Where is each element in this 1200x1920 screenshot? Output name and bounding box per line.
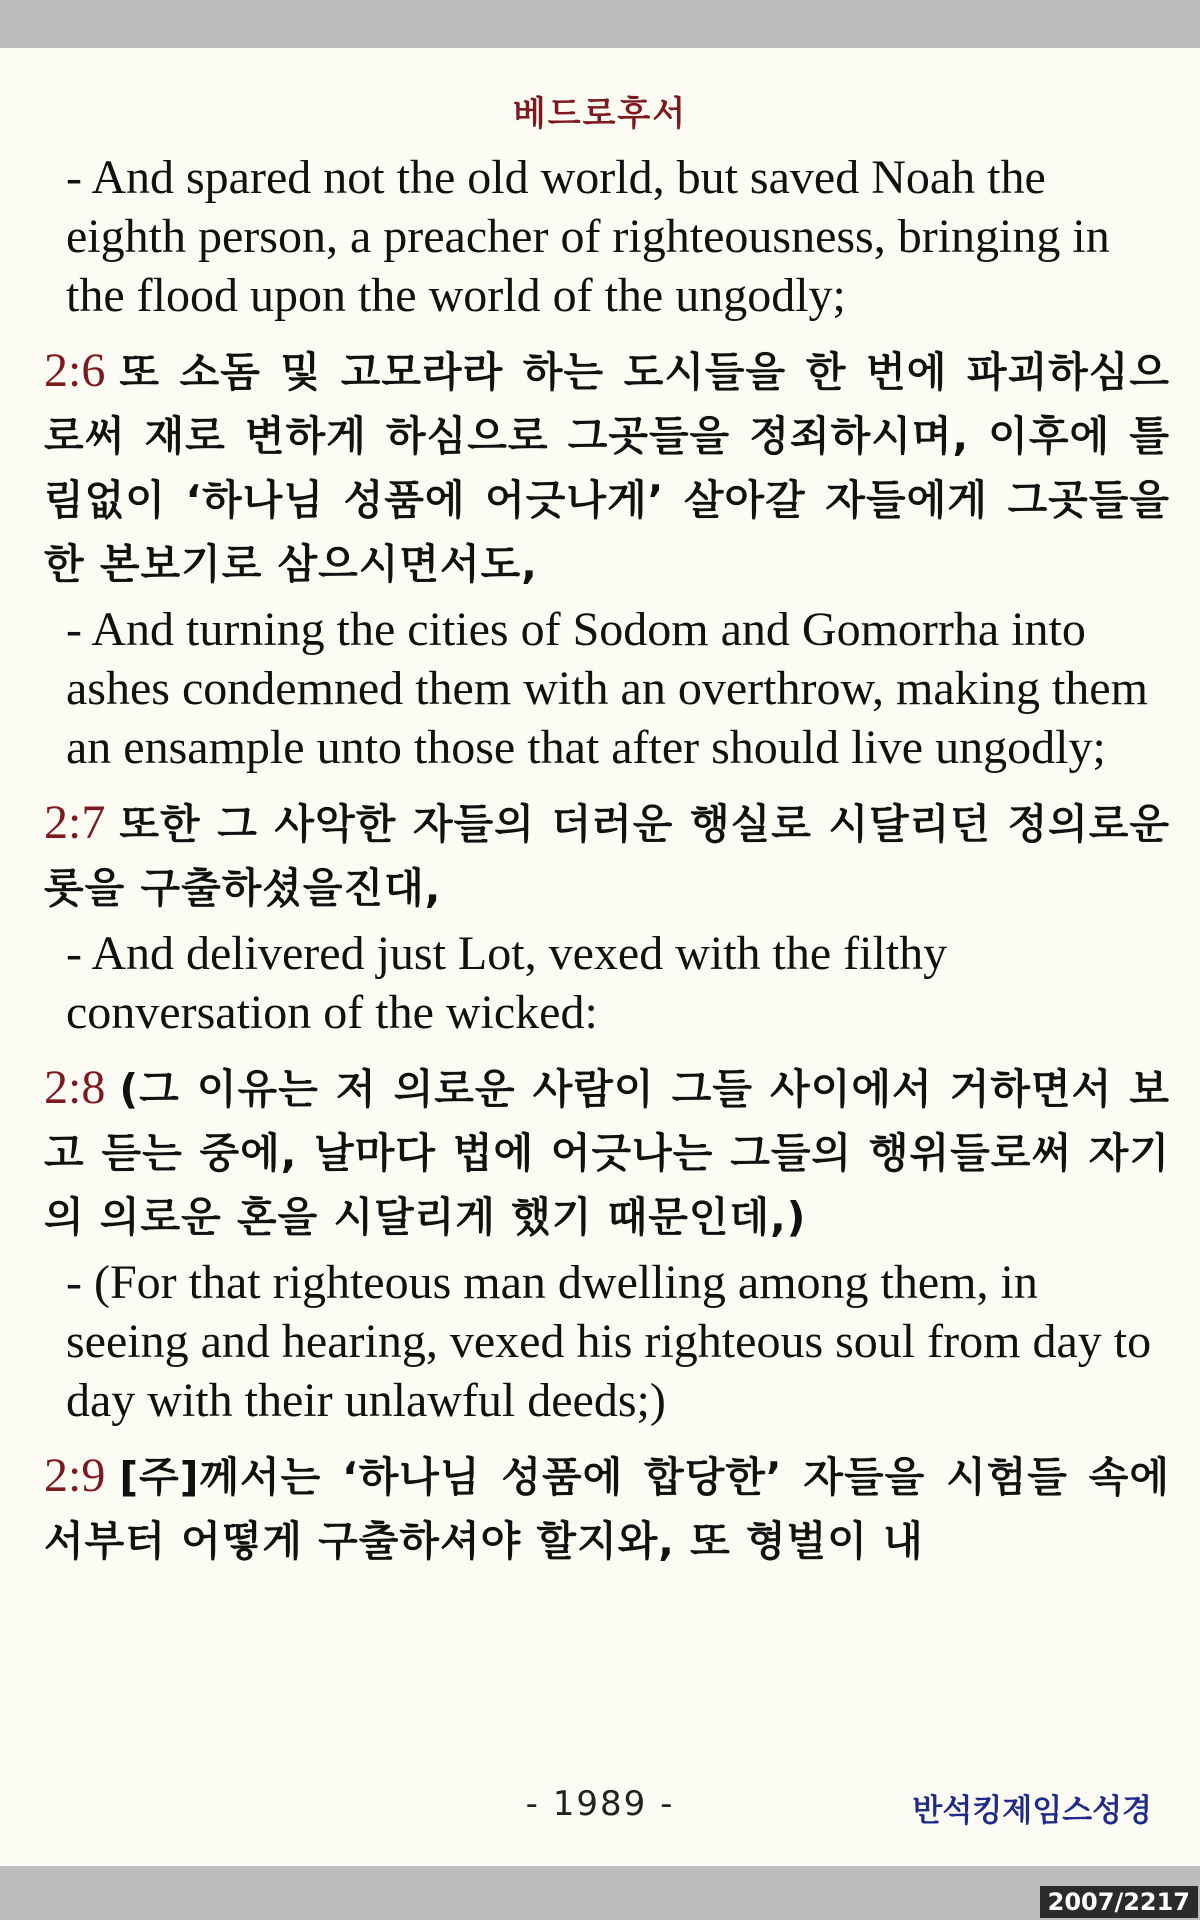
english-verse-2-6: - And turning the cities of Sodom and Gomorrha into ashes condemned them with an overthrow, making them an ensample unto those that after should live ungodly;: [66, 603, 1148, 774]
verse-number: 2:7: [44, 796, 106, 849]
verse-number: 2:8: [44, 1061, 106, 1114]
korean-verse-text: 또 소돔 및 고모라라 하는 도시들을 한 번에 파괴하심으로써 재로 변하게 하심으로 그곳들을 정죄하시며, 이후에 틀림없이 ‘하나님 성품에 어긋나게’ 살아갈 자들에게 그곳들을 한 본보기로 삼으시면서도,: [44, 348, 1170, 588]
scripture-content: [44, 148, 1170, 1577]
english-verse-2-5: - And spared not the old world, but saved Noah the eighth person, a preacher of righteousness, bringing in the flood upon the world of the ungodly;: [66, 151, 1110, 322]
page: [0, 48, 1200, 1866]
book-title: 베드로후서: [512, 94, 688, 134]
page-counter-badge: 2007/2217: [1040, 1886, 1198, 1918]
verse-2-8: [44, 1056, 1170, 1249]
english-verse-2-8: - (For that righteous man dwelling among them, in seeing and hearing, vexed his righteous soul from day to day with their unlawful deeds;): [66, 1256, 1152, 1427]
korean-verse-text: [주]께서는 ‘하나님 성품에 합당한’ 자들을 시험들 속에서부터 어떻게 구출하셔야 할지와, 또 형벌이 내: [44, 1453, 1170, 1565]
verse-2-6: [44, 339, 1170, 596]
verse-2-9: [44, 1444, 1170, 1573]
verse-2-7: [44, 791, 1170, 920]
verse-number: 2:9: [44, 1449, 106, 1502]
korean-verse-text: 또한 그 사악한 자들의 더러운 행실로 시달리던 정의로운 롯을 구출하셨을진대,: [44, 800, 1170, 912]
page-number: - 1989 -: [525, 1784, 675, 1824]
korean-verse-text: (그 이유는 저 의로운 사람이 그들 사이에서 거하면서 보고 듣는 중에, 날마다 법에 어긋나는 그들의 행위들로써 자기의 의로운 혼을 시달리게 했기 때문인데,): [44, 1065, 1170, 1241]
bible-name: 반석킹제임스성경: [912, 1793, 1152, 1829]
verse-number: 2:6: [44, 344, 106, 397]
english-verse-2-7: - And delivered just Lot, vexed with the filthy conversation of the wicked:: [66, 927, 948, 1039]
